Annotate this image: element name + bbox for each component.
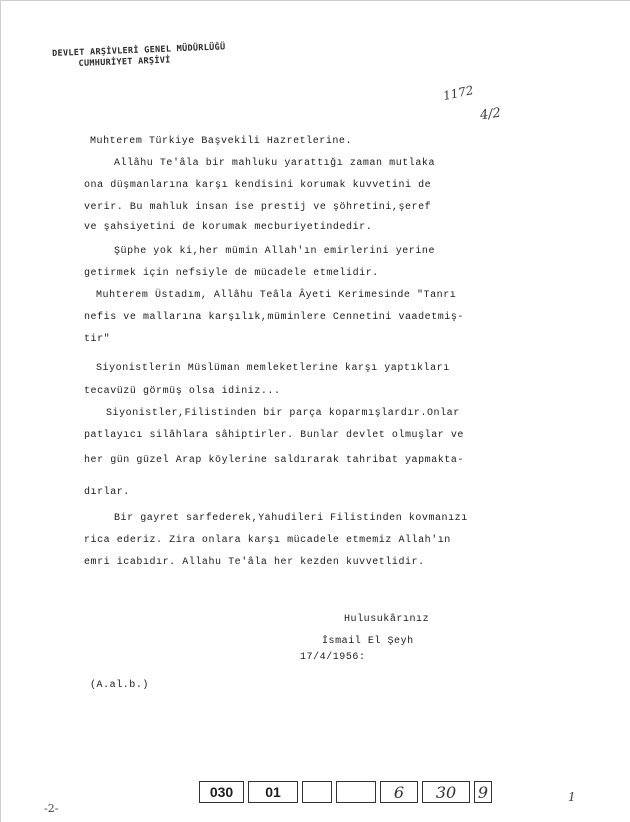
paragraph-6-line: emri icabıdır. Allahu Te'âla her kezden kuvvetlidir. <box>84 557 425 568</box>
closing: Hulusukârınız <box>344 614 430 625</box>
archive-code-box <box>302 781 332 803</box>
paragraph-5-line: patlayıcı silâhlara sâhiptirler. Bunlar devlet olmuşlar ve <box>84 430 464 441</box>
paragraph-6-line: rica ederiz. Zira onlara karşı mücadele etmemiz Allah'ın <box>84 535 451 546</box>
paragraph-4-line: Siyonistlerin Müslüman memleketlerine karşı yaptıkları <box>96 363 450 374</box>
paragraph-3-line: nefis ve mallarına karşılık,müminlere Cennetini vaadetmiş- <box>84 312 464 323</box>
paragraph-5-line: her gün güzel Arap köylerine saldırarak tahribat yapmakta- <box>84 455 464 466</box>
salutation: Muhterem Türkiye Başvekili Hazretlerine. <box>90 136 353 147</box>
archive-code-box: 030 <box>199 781 244 803</box>
handwritten-note-2: 4/2 <box>479 105 502 124</box>
stamp-line-2: CUMHURİYET ARŞİVİ <box>78 55 171 69</box>
paragraph-1-line: ve şahsiyetini de korumak mecburiyetindedir. <box>84 222 373 233</box>
page-number-left: -2- <box>44 802 59 815</box>
page-number-right: 1 <box>568 790 576 804</box>
archive-number-box: 30 <box>422 781 470 803</box>
paragraph-2-line: getirmek için nefsiyle de mücadele etmelidir. <box>84 268 379 279</box>
paragraph-2-line: Şüphe yok ki,her mümin Allah'ın emirlerini yerine <box>114 246 435 257</box>
archive-number-box: 9 <box>474 781 492 803</box>
scan-edge-left <box>0 0 1 822</box>
handwritten-note-1: 1172 <box>441 82 475 104</box>
paragraph-5-line: Siyonistler,Filistinden bir parça koparmışlardır.Onlar <box>106 408 460 419</box>
scan-edge-top <box>0 0 630 1</box>
archive-number-box: 6 <box>380 781 418 803</box>
stamp-line-1: DEVLET ARŞİVLERİ GENEL MÜDÜRLÜĞÜ <box>52 42 226 59</box>
paragraph-1-line: ona düşmanlarına karşı kendisini korumak kuvvetini de <box>84 180 432 191</box>
paragraph-1-line: Allâhu Te'âla bir mahluku yarattığı zaman mutlaka <box>114 158 435 169</box>
reference-initials: (A.al.b.) <box>90 680 149 691</box>
archive-code-box: 01 <box>248 781 298 803</box>
paragraph-3-line: Muhterem Üstadım, Allâhu Teâla Âyeti Kerimesinde "Tanrı <box>96 290 457 301</box>
archive-code-box <box>336 781 376 803</box>
paragraph-5-line: dırlar. <box>84 487 130 498</box>
paragraph-1-line: verir. Bu mahluk insan ise prestij ve şöhretini,şeref <box>84 202 432 213</box>
archive-stamp <box>52 42 226 71</box>
paragraph-4-line: tecavüzü görmüş olsa idiniz... <box>84 386 281 397</box>
paragraph-3-line: tir" <box>84 334 111 345</box>
paragraph-6-line: Bir gayret sarfederek,Yahudileri Filistinden kovmanızı <box>114 513 468 524</box>
letter-date: 17/4/1956: <box>300 652 366 663</box>
signer-name: İsmail El Şeyh <box>322 636 414 647</box>
